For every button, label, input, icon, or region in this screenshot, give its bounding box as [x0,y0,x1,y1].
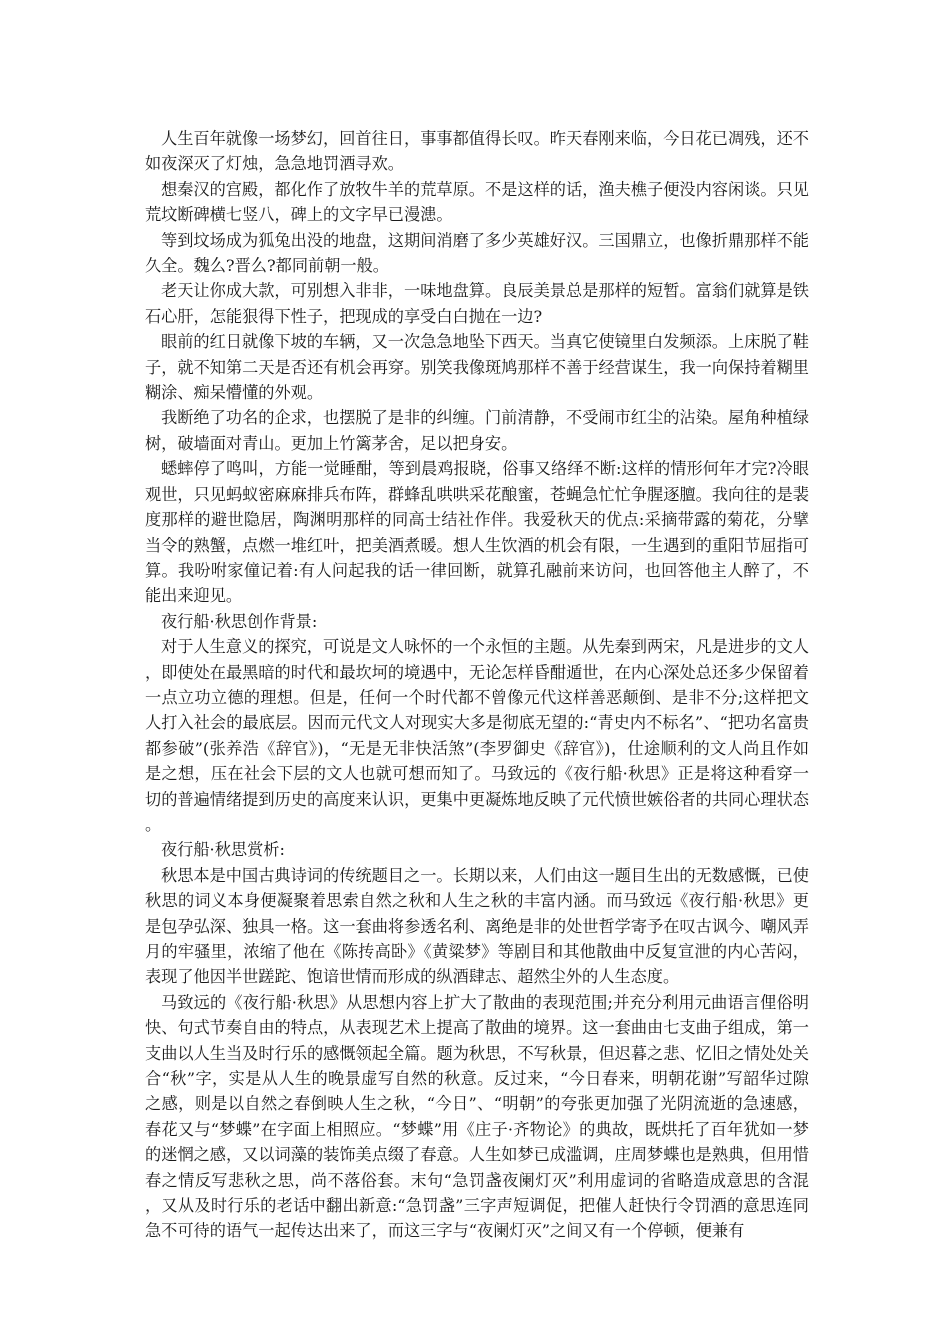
paragraph-qin-han-palaces: 想秦汉的宫殿，都化作了放牧牛羊的荒草原。不是这样的话，渔夫樵子便没内容闲谈。只见荒坟断碑横七竖八，碑上的文字早已漫漶。 [145,179,809,225]
section-heading-background: 夜行船·秋思创作背景: [161,611,318,631]
paragraph-cricket-autumn: 蟋蟀停了鸣叫，方能一觉睡酣，等到晨鸡报晓，俗事又络绎不断:这样的情形何年才完?冷眼观世，只见蚂蚁密麻麻排兵布阵，群蜂乱哄哄采花酿蜜，苍蝇急忙忙争腥逐膻。我向往的是裴度那样的避世隐居，陶渊明那样的同高士结社作伴。我爱秋天的优点:采摘带露的菊花，分擘当令的熟蟹，点燃一堆红叶，把美酒煮暖。想人生饮酒的机会有限，一生遇到的重阳节屈指可算。我吩咐家僮记着:有人问起我的话一律回断，就算孔融前来访问，也回答他主人醉了，不能出来迎见。 [145,459,809,606]
paragraph-fame-renounced: 我断绝了功名的企求，也摆脱了是非的纠缠。门前清静，不受闹市红尘的沾染。屋角种植绿树，破墙面对青山。更加上竹篱茅舍，足以把身安。 [145,408,809,453]
paragraph-red-sun: 眼前的红日就像下坡的车辆，又一次急急地坠下西天。当真它使镜里白发频添。上床脱了鞋子，就不知第二天是否还有机会再穿。别笑我像斑鸠那样不善于经营谋生，我一向保持着糊里糊涂、痴呆懵懂的外观。 [145,332,809,403]
paragraph-wealth: 老天让你成大款，可别想入非非，一味地盘算。良辰美景总是那样的短暂。富翁们就算是铁石心肝，怎能狠得下性子，把现成的享受白白抛在一边? [145,281,809,326]
paragraph-graveyard-heroes: 等到坟场成为狐兔出没的地盘，这期间消磨了多少英雄好汉。三国鼎立，也像折鼎那样不能久全。魏么?晋么?都同前朝一般。 [145,230,809,276]
paragraph-background: 对于人生意义的探究，可说是文人咏怀的一个永恒的主题。从先秦到两宋，凡是进步的文人，即使处在最黑暗的时代和最坎坷的境遇中，无论怎样昏酣遁世，在内心深处总还多少保留着一点立功立德的理想。但是，任何一个时代都不曾像元代这样善恶颠倒、是非不分;这样把文人打入社会的最底层。因而元代文人对现实大多是彻底无望的:“青史内不标名”、“把功名富贵都参破”(张养浩《辞官》)，“无是无非快活煞”(李罗御史《辞官》)，仕途顺利的文人尚且作如是之想，压在社会下层的文人也就可想而知了。马致远的《夜行船·秋思》正是将这种看穿一切的普遍情绪提到历史的高度来认识，更集中更凝炼地反映了元代愤世嫉俗者的共同心理状态。 [145,637,809,834]
paragraph-appreciation-2: 马致远的《夜行船·秋思》从思想内容上扩大了散曲的表现范围;并充分利用元曲语言俚俗明快、句式节奏自由的特点，从表现艺术上提高了散曲的境界。这一套曲由七支曲子组成，第一支曲以人生当及时行乐的感慨领起全篇。题为秋思，不写秋景，但迟暮之悲、忆旧之情处处关合“秋”字，实是从人生的晚景虚写自然的秋意。反过来，“今日春来，明朝花谢”写韶华过隙之感，则是以自然之春倒映人生之秋，“今日”、“明朝”的夸张更加强了光阴流逝的急速感，春花又与“梦蝶”在字面上相照应。“梦蝶”用《庄子·齐物论》的典故，既烘托了百年犹如一梦的迷惘之感，又以词藻的装饰美点缀了春意。人生如梦已成滥调，庄周梦蝶也是熟典，但用惜春之情反写悲秋之思，尚不落俗套。末句“急罚盏夜阑灯灭”利用虚词的省略造成意思的含混，又从及时行乐的老话中翻出新意:“急罚盏”三字声短调促，把催人赶快行令罚酒的意思连同急不可待的语气一起传达出来了，而这三字与“夜阑灯灭”之间又有一个停顿，便兼有 [145,992,809,1241]
paragraph-appreciation-1: 秋思本是中国古典诗词的传统题目之一。长期以来，人们由这一题目生出的无数感慨，已使秋思的词义本身便凝聚着思索自然之秋和人生之秋的丰富内涵。而马致远《夜行船·秋思》更是包孕弘深、独具一格。这一套曲将参透名利、离绝是非的处世哲学寄予在叹古讽今、嘲风弄月的牢骚里，浓缩了他在《陈抟高卧》《黄粱梦》等剧目和其他散曲中反复宣泄的内心苦闷，表现了他因半世蹉跎、饱谙世情而形成的纵酒肆志、超然尘外的人生态度。 [145,865,809,987]
section-heading-appreciation: 夜行船·秋思赏析: [161,840,285,860]
document-body [145,126,809,1244]
paragraph-life-dream: 人生百年就像一场梦幻，回首往日，事事都值得长叹。昨天春刚来临，今日花已凋残，还不如夜深灭了灯烛，急急地罚酒寻欢。 [145,129,809,174]
